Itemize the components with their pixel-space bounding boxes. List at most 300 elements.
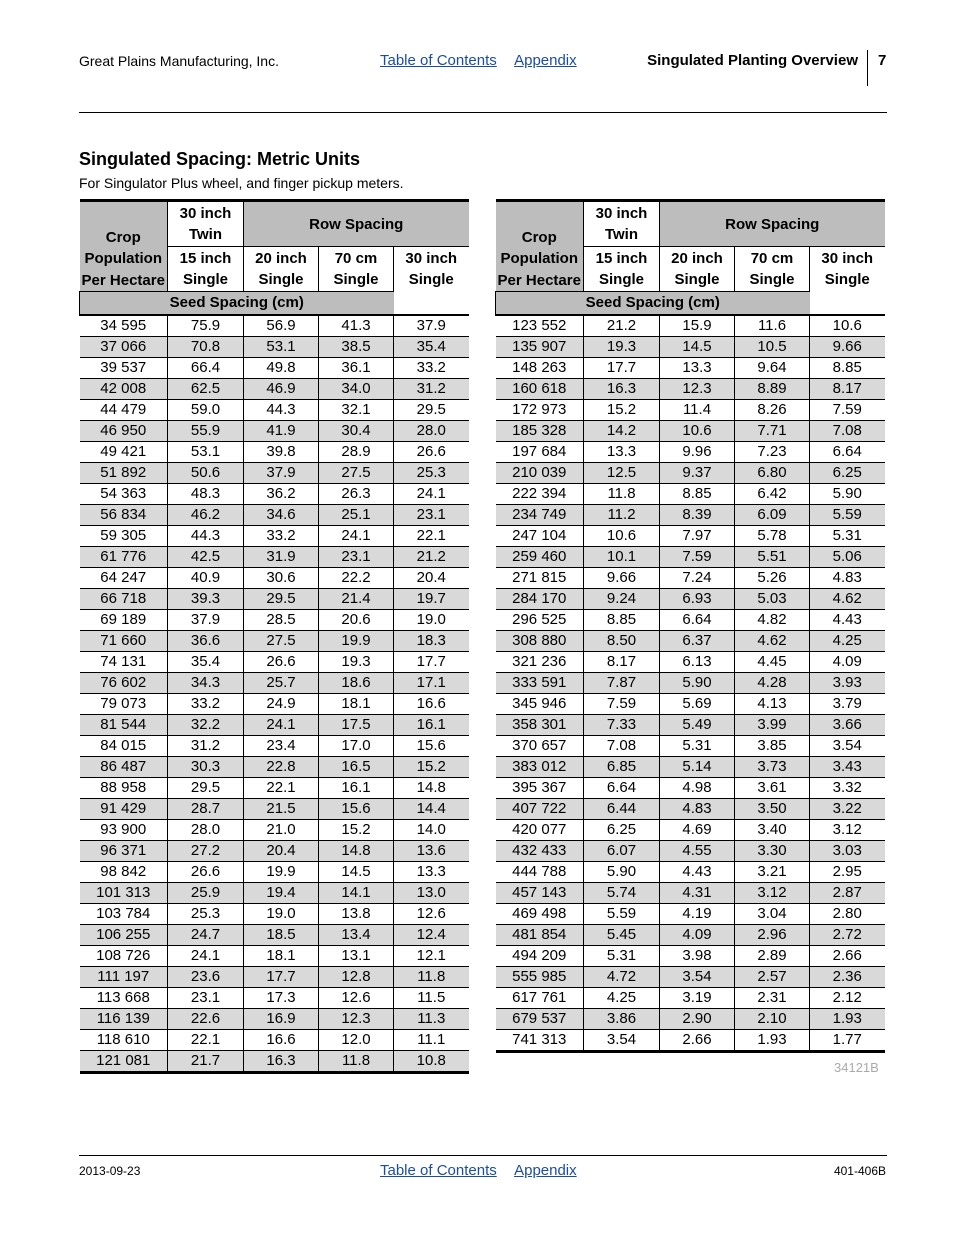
spacing-cell: 12.1	[394, 946, 469, 967]
spacing-cell: 12.5	[584, 463, 660, 484]
table-row	[496, 694, 885, 715]
spacing-cell: 3.99	[735, 715, 810, 736]
spacing-cell: 3.54	[584, 1030, 660, 1052]
spacing-cell: 3.43	[810, 757, 885, 778]
crop-header-line: Crop	[105, 228, 141, 246]
spacing-cell: 3.32	[810, 778, 885, 799]
spacing-cell: 5.31	[584, 946, 660, 967]
column-header-line: Single	[182, 271, 228, 288]
spacing-cell: 9.24	[584, 589, 660, 610]
spacing-cell: 4.09	[660, 925, 735, 946]
population-cell: 39 537	[80, 358, 168, 379]
table-row	[80, 652, 469, 673]
table-row	[80, 946, 469, 967]
spacing-cell: 4.62	[810, 589, 885, 610]
spacing-cell: 13.3	[394, 862, 469, 883]
spacing-cell: 2.10	[735, 1009, 810, 1030]
spacing-cell: 4.69	[660, 820, 735, 841]
spacing-cell: 23.6	[168, 967, 244, 988]
spacing-cell: 34.3	[168, 673, 244, 694]
population-cell: 679 537	[496, 1009, 584, 1030]
spacing-cell: 25.3	[394, 463, 469, 484]
spacing-cell: 2.57	[735, 967, 810, 988]
population-cell: 135 907	[496, 337, 584, 358]
spacing-cell: 33.2	[244, 526, 319, 547]
twin-header	[584, 201, 660, 247]
population-cell: 321 236	[496, 652, 584, 673]
page-number: 7	[878, 52, 887, 69]
spacing-cell: 4.83	[810, 568, 885, 589]
spacing-cell: 26.6	[168, 862, 244, 883]
population-cell: 42 008	[80, 379, 168, 400]
spacing-cell: 5.06	[810, 547, 885, 568]
spacing-cell: 16.3	[584, 379, 660, 400]
table-row	[80, 862, 469, 883]
column-header	[584, 247, 660, 292]
table-row	[496, 862, 885, 883]
spacing-cell: 29.5	[244, 589, 319, 610]
population-cell: 56 834	[80, 505, 168, 526]
spacing-cell: 29.5	[394, 400, 469, 421]
table-row	[496, 631, 885, 652]
table-row	[80, 967, 469, 988]
column-header	[394, 247, 469, 292]
population-cell: 71 660	[80, 631, 168, 652]
population-cell: 197 684	[496, 442, 584, 463]
spacing-cell: 49.8	[244, 358, 319, 379]
spacing-cell: 26.6	[394, 442, 469, 463]
spacing-cell: 5.51	[735, 547, 810, 568]
crop-header-line: Per Hectare	[81, 271, 165, 289]
spacing-cell: 12.0	[319, 1030, 394, 1051]
spacing-cell: 18.1	[244, 946, 319, 967]
spacing-cell: 21.0	[244, 820, 319, 841]
spacing-cell: 5.14	[660, 757, 735, 778]
column-header	[319, 247, 394, 292]
table-row	[80, 925, 469, 946]
column-header	[735, 247, 810, 292]
spacing-cell: 22.1	[244, 778, 319, 799]
table-row	[80, 820, 469, 841]
table-row	[80, 883, 469, 904]
spacing-cell: 24.1	[168, 946, 244, 967]
spacing-cell: 10.5	[735, 337, 810, 358]
spacing-cell: 3.22	[810, 799, 885, 820]
table-of-contents-link[interactable]: Table of Contents	[380, 52, 497, 69]
population-cell: 444 788	[496, 862, 584, 883]
spacing-cell: 40.9	[168, 568, 244, 589]
column-header	[660, 247, 735, 292]
column-header-line: 70 cm	[750, 250, 794, 267]
table-row	[80, 736, 469, 757]
spacing-cell: 12.6	[319, 988, 394, 1009]
spacing-cell: 16.9	[244, 1009, 319, 1030]
spacing-cell: 13.1	[319, 946, 394, 967]
spacing-cell: 36.1	[319, 358, 394, 379]
spacing-cell: 28.9	[319, 442, 394, 463]
spacing-cell: 4.31	[660, 883, 735, 904]
spacing-cell: 14.0	[394, 820, 469, 841]
table-row	[496, 820, 885, 841]
population-cell: 481 854	[496, 925, 584, 946]
spacing-cell: 11.8	[584, 484, 660, 505]
spacing-cell: 8.50	[584, 631, 660, 652]
spacing-cell: 21.2	[394, 547, 469, 568]
table-row	[496, 379, 885, 400]
spacing-cell: 55.9	[168, 421, 244, 442]
spacing-cell: 2.12	[810, 988, 885, 1009]
table-row	[80, 315, 469, 337]
spacing-cell: 8.85	[584, 610, 660, 631]
spacing-table-right	[495, 199, 885, 1053]
spacing-cell: 5.31	[810, 526, 885, 547]
spacing-cell: 14.4	[394, 799, 469, 820]
spacing-cell: 10.6	[810, 315, 885, 337]
spacing-cell: 29.5	[168, 778, 244, 799]
table-row	[80, 568, 469, 589]
spacing-cell: 6.64	[810, 442, 885, 463]
spacing-cell: 10.8	[394, 1051, 469, 1073]
spacing-cell: 12.4	[394, 925, 469, 946]
column-header-line: Single	[674, 271, 720, 288]
spacing-cell: 39.8	[244, 442, 319, 463]
population-cell: 51 892	[80, 463, 168, 484]
spacing-cell: 7.24	[660, 568, 735, 589]
population-cell: 370 657	[496, 736, 584, 757]
table-of-contents-link[interactable]: Table of Contents	[380, 1162, 497, 1179]
spacing-cell: 12.6	[394, 904, 469, 925]
spacing-cell: 9.96	[660, 442, 735, 463]
spacing-cell: 18.5	[244, 925, 319, 946]
column-header-line: Single	[408, 271, 454, 289]
spacing-cell: 10.1	[584, 547, 660, 568]
spacing-cell: 1.77	[810, 1030, 885, 1052]
spacing-cell: 23.4	[244, 736, 319, 757]
page-subtitle: For Singulator Plus wheel, and finger pickup meters.	[79, 175, 404, 191]
spacing-cell: 11.3	[394, 1009, 469, 1030]
column-header-line: 70 cm	[334, 250, 378, 267]
footer-nav	[380, 1162, 591, 1179]
spacing-cell: 11.5	[394, 988, 469, 1009]
column-header	[244, 247, 319, 292]
appendix-link[interactable]: Appendix	[514, 52, 577, 69]
spacing-cell: 6.42	[735, 484, 810, 505]
table-row	[80, 610, 469, 631]
population-cell: 160 618	[496, 379, 584, 400]
spacing-cell: 2.66	[660, 1030, 735, 1052]
table-row	[80, 904, 469, 925]
spacing-cell: 13.4	[319, 925, 394, 946]
spacing-cell: 27.5	[244, 631, 319, 652]
population-cell: 432 433	[496, 841, 584, 862]
spacing-cell: 14.5	[660, 337, 735, 358]
crop-header-line: Population	[500, 250, 578, 267]
spacing-cell: 4.43	[660, 862, 735, 883]
table-row	[496, 463, 885, 484]
page-title: Singulated Spacing: Metric Units	[79, 149, 361, 169]
spacing-cell: 22.8	[244, 757, 319, 778]
table-row	[496, 442, 885, 463]
spacing-cell: 44.3	[168, 526, 244, 547]
table-row	[80, 799, 469, 820]
spacing-cell: 26.3	[319, 484, 394, 505]
spacing-cell: 37.9	[168, 610, 244, 631]
population-cell: 210 039	[496, 463, 584, 484]
spacing-cell: 14.1	[319, 883, 394, 904]
spacing-cell: 10.6	[660, 421, 735, 442]
spacing-cell: 53.1	[244, 337, 319, 358]
figure-id: 34121B	[834, 1060, 879, 1075]
column-header-line: 20 inch	[255, 250, 307, 267]
spacing-cell: 3.40	[735, 820, 810, 841]
population-cell: 103 784	[80, 904, 168, 925]
crop-header-line: Per Hectare	[497, 271, 581, 289]
spacing-cell: 37.9	[394, 315, 469, 337]
table-row	[80, 379, 469, 400]
table-row	[496, 400, 885, 421]
twin-header-line: 30 inch	[595, 205, 648, 222]
spacing-cell: 12.3	[660, 379, 735, 400]
table-row	[80, 421, 469, 442]
spacing-cell: 6.13	[660, 652, 735, 673]
population-cell: 116 139	[80, 1009, 168, 1030]
table-row	[496, 946, 885, 967]
table-row	[496, 421, 885, 442]
population-cell: 98 842	[80, 862, 168, 883]
spacing-cell: 30.4	[319, 421, 394, 442]
population-cell: 69 189	[80, 610, 168, 631]
population-cell: 407 722	[496, 799, 584, 820]
spacing-cell: 21.5	[244, 799, 319, 820]
population-cell: 44 479	[80, 400, 168, 421]
table-row	[496, 589, 885, 610]
spacing-cell: 19.3	[584, 337, 660, 358]
crop-population-header	[80, 201, 168, 292]
spacing-cell: 66.4	[168, 358, 244, 379]
spacing-cell: 11.8	[319, 1051, 394, 1073]
table-row	[80, 358, 469, 379]
seed-spacing-header: Seed Spacing (cm)	[496, 292, 810, 316]
spacing-cell: 6.80	[735, 463, 810, 484]
spacing-cell: 14.8	[319, 841, 394, 862]
spacing-cell: 7.71	[735, 421, 810, 442]
table-row	[80, 337, 469, 358]
spacing-cell: 2.80	[810, 904, 885, 925]
spacing-cell: 53.1	[168, 442, 244, 463]
column-header-line: 15 inch	[595, 250, 648, 267]
spacing-cell: 3.03	[810, 841, 885, 862]
column-header	[168, 247, 244, 292]
table-row	[496, 315, 885, 337]
spacing-cell: 8.39	[660, 505, 735, 526]
spacing-cell: 13.0	[394, 883, 469, 904]
spacing-cell: 3.61	[735, 778, 810, 799]
footer-date: 2013-09-23	[79, 1164, 141, 1178]
table-row	[80, 484, 469, 505]
section-title: Singulated Planting Overview	[647, 52, 858, 69]
spacing-cell: 1.93	[810, 1009, 885, 1030]
spacing-cell: 19.0	[394, 610, 469, 631]
population-cell: 234 749	[496, 505, 584, 526]
spacing-cell: 7.33	[584, 715, 660, 736]
spacing-cell: 5.90	[810, 484, 885, 505]
spacing-cell: 4.45	[735, 652, 810, 673]
crop-header-line: Population	[84, 250, 162, 267]
spacing-cell: 5.31	[660, 736, 735, 757]
column-header-line: Single	[824, 271, 870, 289]
spacing-cell: 2.66	[810, 946, 885, 967]
spacing-cell: 16.1	[319, 778, 394, 799]
spacing-cell: 33.2	[168, 694, 244, 715]
spacing-cell: 23.1	[394, 505, 469, 526]
population-cell: 617 761	[496, 988, 584, 1009]
spacing-cell: 25.1	[319, 505, 394, 526]
spacing-cell: 32.2	[168, 715, 244, 736]
population-cell: 93 900	[80, 820, 168, 841]
spacing-cell: 36.2	[244, 484, 319, 505]
spacing-cell: 2.72	[810, 925, 885, 946]
spacing-cell: 24.1	[244, 715, 319, 736]
spacing-cell: 25.3	[168, 904, 244, 925]
population-cell: 96 371	[80, 841, 168, 862]
spacing-cell: 35.4	[394, 337, 469, 358]
spacing-cell: 19.9	[319, 631, 394, 652]
column-header-line: Single	[258, 271, 304, 288]
spacing-cell: 44.3	[244, 400, 319, 421]
seed-spacing-header: Seed Spacing (cm)	[80, 292, 394, 316]
spacing-cell: 34.0	[319, 379, 394, 400]
spacing-cell: 16.6	[394, 694, 469, 715]
population-cell: 333 591	[496, 673, 584, 694]
spacing-cell: 16.3	[244, 1051, 319, 1073]
spacing-cell: 35.4	[168, 652, 244, 673]
spacing-cell: 46.2	[168, 505, 244, 526]
population-cell: 383 012	[496, 757, 584, 778]
spacing-cell: 14.8	[394, 778, 469, 799]
table-row	[496, 547, 885, 568]
spacing-cell: 19.0	[244, 904, 319, 925]
footer-rule	[79, 1155, 887, 1156]
row-spacing-header: Row Spacing	[660, 201, 885, 247]
population-cell: 469 498	[496, 904, 584, 925]
population-cell: 284 170	[496, 589, 584, 610]
spacing-cell: 8.85	[810, 358, 885, 379]
spacing-cell: 36.6	[168, 631, 244, 652]
column-header-line: 30 inch	[405, 250, 458, 268]
spacing-cell: 9.66	[810, 337, 885, 358]
spacing-cell: 56.9	[244, 315, 319, 337]
spacing-cell: 15.6	[394, 736, 469, 757]
spacing-cell: 11.1	[394, 1030, 469, 1051]
twin-header	[168, 201, 244, 247]
spacing-cell: 3.12	[735, 883, 810, 904]
table-row	[496, 967, 885, 988]
spacing-cell: 19.4	[244, 883, 319, 904]
table-row	[80, 1030, 469, 1051]
population-cell: 172 973	[496, 400, 584, 421]
column-header-line: 30 inch	[821, 250, 874, 268]
spacing-cell: 28.7	[168, 799, 244, 820]
population-cell: 101 313	[80, 883, 168, 904]
spacing-cell: 8.89	[735, 379, 810, 400]
spacing-cell: 9.37	[660, 463, 735, 484]
appendix-link[interactable]: Appendix	[514, 1162, 577, 1179]
population-cell: 345 946	[496, 694, 584, 715]
spacing-cell: 12.3	[319, 1009, 394, 1030]
spacing-cell: 7.59	[810, 400, 885, 421]
spacing-cell: 5.78	[735, 526, 810, 547]
row-spacing-header: Row Spacing	[244, 201, 469, 247]
spacing-cell: 31.9	[244, 547, 319, 568]
population-cell: 88 958	[80, 778, 168, 799]
table-row	[80, 988, 469, 1009]
population-cell: 49 421	[80, 442, 168, 463]
population-cell: 741 313	[496, 1030, 584, 1052]
spacing-cell: 22.1	[168, 1030, 244, 1051]
spacing-cell: 19.3	[319, 652, 394, 673]
population-cell: 37 066	[80, 337, 168, 358]
spacing-cell: 48.3	[168, 484, 244, 505]
population-cell: 121 081	[80, 1051, 168, 1073]
population-cell: 74 131	[80, 652, 168, 673]
spacing-cell: 37.9	[244, 463, 319, 484]
population-cell: 247 104	[496, 526, 584, 547]
spacing-cell: 4.25	[584, 988, 660, 1009]
population-cell: 358 301	[496, 715, 584, 736]
spacing-cell: 27.2	[168, 841, 244, 862]
spacing-cell: 70.8	[168, 337, 244, 358]
spacing-cell: 5.69	[660, 694, 735, 715]
spacing-cell: 38.5	[319, 337, 394, 358]
spacing-cell: 11.6	[735, 315, 810, 337]
spacing-cell: 31.2	[394, 379, 469, 400]
spacing-cell: 3.50	[735, 799, 810, 820]
table-row	[496, 904, 885, 925]
table-row	[80, 757, 469, 778]
spacing-cell: 62.5	[168, 379, 244, 400]
population-cell: 395 367	[496, 778, 584, 799]
spacing-cell: 16.1	[394, 715, 469, 736]
spacing-cell: 24.9	[244, 694, 319, 715]
table-row	[496, 757, 885, 778]
table-row	[496, 736, 885, 757]
table-row	[496, 1030, 885, 1052]
spacing-cell: 21.4	[319, 589, 394, 610]
population-cell: 34 595	[80, 315, 168, 337]
spacing-cell: 6.07	[584, 841, 660, 862]
population-cell: 494 209	[496, 946, 584, 967]
spacing-cell: 22.1	[394, 526, 469, 547]
spacing-cell: 17.7	[394, 652, 469, 673]
crop-header-line: Crop	[521, 228, 557, 246]
population-cell: 76 602	[80, 673, 168, 694]
population-cell: 46 950	[80, 421, 168, 442]
page-number-divider	[867, 50, 868, 86]
spacing-cell: 4.62	[735, 631, 810, 652]
spacing-cell: 39.3	[168, 589, 244, 610]
table-row	[496, 841, 885, 862]
spacing-cell: 9.66	[584, 568, 660, 589]
population-cell: 259 460	[496, 547, 584, 568]
spacing-cell: 7.97	[660, 526, 735, 547]
spacing-cell: 15.2	[319, 820, 394, 841]
spacing-cell: 17.7	[244, 967, 319, 988]
table-row	[80, 715, 469, 736]
spacing-cell: 12.8	[319, 967, 394, 988]
population-cell: 457 143	[496, 883, 584, 904]
spacing-cell: 11.2	[584, 505, 660, 526]
table-row	[496, 358, 885, 379]
